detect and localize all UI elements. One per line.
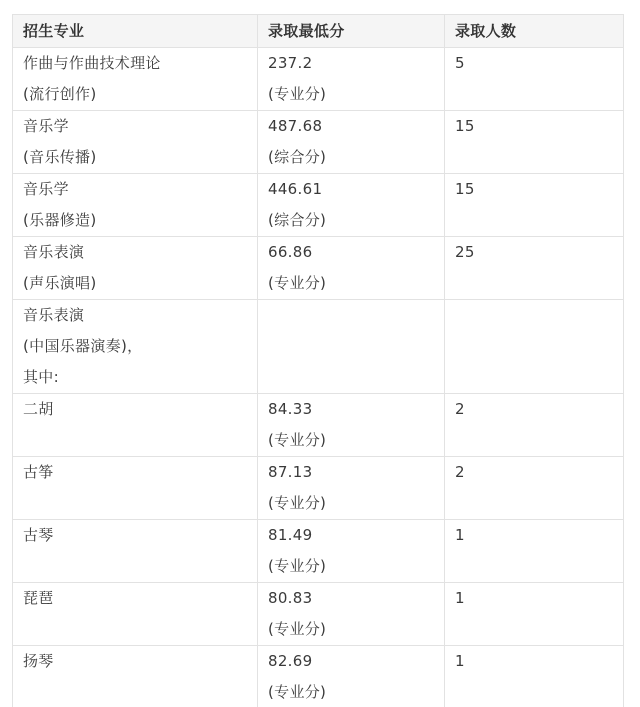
cell-count (445, 394, 624, 457)
major-note: 其中: (23, 368, 59, 386)
score-value: 80.83 (268, 589, 313, 607)
cell-score (258, 48, 445, 111)
cell-major (13, 520, 258, 583)
major-direction: (音乐传播) (23, 148, 97, 166)
cell-score (258, 237, 445, 300)
cell-major (13, 111, 258, 174)
table-row (13, 646, 624, 707)
score-type: (专业分) (268, 274, 327, 292)
score-value: 66.86 (268, 243, 313, 261)
cell-score (258, 300, 445, 394)
cell-major (13, 646, 258, 707)
cell-major (13, 394, 258, 457)
score-value: 84.33 (268, 400, 313, 418)
score-type: (综合分) (268, 148, 327, 166)
major-name: 作曲与作曲技术理论 (23, 54, 161, 72)
cell-count (445, 48, 624, 111)
count-value: 15 (455, 180, 475, 198)
header-min-score: 录取最低分 (258, 15, 445, 48)
cell-score (258, 646, 445, 707)
table-header-row (13, 15, 624, 48)
table-row (13, 583, 624, 646)
major-name: 二胡 (23, 400, 54, 418)
header-count: 录取人数 (445, 15, 624, 48)
score-value: 81.49 (268, 526, 313, 544)
cell-score (258, 457, 445, 520)
cell-count (445, 111, 624, 174)
score-type: (综合分) (268, 211, 327, 229)
table-row (13, 48, 624, 111)
cell-major (13, 300, 258, 394)
score-type: (专业分) (268, 683, 327, 701)
count-value: 1 (455, 652, 465, 670)
major-direction: (流行创作) (23, 85, 97, 103)
table-row (13, 457, 624, 520)
major-direction: (中国乐器演奏)， (23, 337, 143, 355)
cell-score (258, 520, 445, 583)
score-type: (专业分) (268, 494, 327, 512)
table-row (13, 174, 624, 237)
major-name: 古筝 (23, 463, 54, 481)
score-value: 446.61 (268, 180, 323, 198)
count-value: 2 (455, 400, 465, 418)
count-value: 1 (455, 526, 465, 544)
cell-count (445, 457, 624, 520)
cell-count (445, 300, 624, 394)
major-direction: (声乐演唱) (23, 274, 97, 292)
count-value: 1 (455, 589, 465, 607)
cell-count (445, 237, 624, 300)
major-direction: (乐器修造) (23, 211, 97, 229)
cell-score (258, 174, 445, 237)
major-name: 音乐学 (23, 117, 69, 135)
score-value: 237.2 (268, 54, 313, 72)
count-value: 15 (455, 117, 475, 135)
cell-major (13, 174, 258, 237)
count-value: 2 (455, 463, 465, 481)
score-value: 87.13 (268, 463, 313, 481)
major-name: 古琴 (23, 526, 54, 544)
count-value: 25 (455, 243, 475, 261)
cell-major (13, 583, 258, 646)
cell-count (445, 520, 624, 583)
major-name: 音乐表演 (23, 306, 85, 324)
count-value: 5 (455, 54, 465, 72)
major-name: 音乐学 (23, 180, 69, 198)
cell-score (258, 111, 445, 174)
score-value: 82.69 (268, 652, 313, 670)
table-row (13, 237, 624, 300)
header-major: 招生专业 (13, 15, 258, 48)
score-type: (专业分) (268, 431, 327, 449)
table-row (13, 300, 624, 394)
admission-table (12, 14, 624, 707)
cell-count (445, 174, 624, 237)
cell-major (13, 48, 258, 111)
cell-score (258, 394, 445, 457)
cell-count (445, 583, 624, 646)
score-value: 487.68 (268, 117, 323, 135)
major-name: 琵琶 (23, 589, 54, 607)
score-type: (专业分) (268, 85, 327, 103)
score-type: (专业分) (268, 557, 327, 575)
cell-count (445, 646, 624, 707)
cell-major (13, 457, 258, 520)
table-row (13, 520, 624, 583)
major-name: 扬琴 (23, 652, 54, 670)
cell-score (258, 583, 445, 646)
major-name: 音乐表演 (23, 243, 85, 261)
cell-major (13, 237, 258, 300)
table-row (13, 394, 624, 457)
table-row (13, 111, 624, 174)
score-type: (专业分) (268, 620, 327, 638)
